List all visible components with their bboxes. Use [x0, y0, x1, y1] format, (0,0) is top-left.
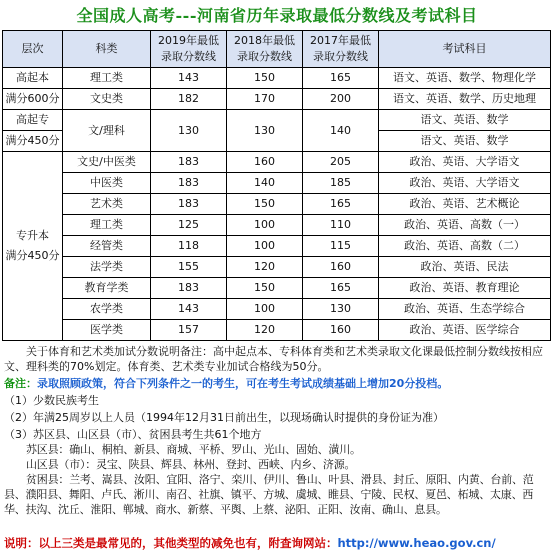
- score-2019: 143: [151, 68, 227, 89]
- score-2019: 182: [151, 89, 227, 110]
- table-header-row: [3, 31, 551, 68]
- score-2017: 140: [303, 110, 379, 152]
- exam-cell: 政治、英语、教育理论: [379, 278, 551, 299]
- level-cell: 满分600分: [3, 89, 63, 110]
- header-2017: 2017年最低 录取分数线: [303, 31, 379, 68]
- score-2017: 130: [303, 299, 379, 320]
- score-2018: 150: [227, 278, 303, 299]
- county-suqu: 苏区县：确山、桐柏、新县、商城、平桥、罗山、光山、固始、潢川。: [26, 443, 361, 456]
- score-2018: 170: [227, 89, 303, 110]
- score-2019: 157: [151, 320, 227, 341]
- note-pe-art: 关于体育和艺术类加试分数说明备注：高中起点本、专科体育类和艺术类录取文化课最低控制分数线按相应文、理科类的70%划定。体育类、艺术类专业加试合格线为50分。: [4, 345, 543, 373]
- level-cell: 专升本 满分450分: [3, 152, 63, 341]
- score-2018: 120: [227, 257, 303, 278]
- table-row: [3, 68, 551, 89]
- level-cell: 满分450分: [3, 131, 63, 152]
- subject-cell: 文史/中医类: [63, 152, 151, 173]
- score-2019: 183: [151, 278, 227, 299]
- subject-cell: 文/理科: [63, 110, 151, 152]
- exam-cell: 政治、英语、高数（二）: [379, 236, 551, 257]
- score-2018: 100: [227, 236, 303, 257]
- bonus-text: 录取照顾政策，符合下列条件之一的考生，可在考生考试成绩基础上增加20分投档。: [37, 377, 449, 390]
- exam-cell: 政治、英语、医学综合: [379, 320, 551, 341]
- page-title: 全国成人高考---河南省历年录取最低分数线及考试科目: [76, 6, 478, 25]
- score-2017: 115: [303, 236, 379, 257]
- county-shanqu: 山区县（市）：灵宝、陕县、辉县、林州、登封、西峡、内乡、济源。: [26, 458, 356, 471]
- score-2017: 165: [303, 68, 379, 89]
- bonus-label: 备注：: [4, 377, 37, 390]
- header-2018: 2018年最低 录取分数线: [227, 31, 303, 68]
- score-2019: 183: [151, 194, 227, 215]
- score-2017: 160: [303, 257, 379, 278]
- exam-cell: 语文、英语、数学: [379, 131, 551, 152]
- score-2017: 160: [303, 320, 379, 341]
- score-2017: 205: [303, 152, 379, 173]
- table-row: [3, 236, 551, 257]
- subject-cell: 教育学类: [63, 278, 151, 299]
- score-2017: 165: [303, 278, 379, 299]
- exam-cell: 语文、英语、数学: [379, 110, 551, 131]
- level-cell: 高起专: [3, 110, 63, 131]
- score-2017: 185: [303, 173, 379, 194]
- exam-cell: 语文、英语、数学、物理化学: [379, 68, 551, 89]
- condition-2: （2）年满25周岁以上人员（1994年12月31日前出生，以现场确认时提供的身份证为准）: [4, 411, 444, 424]
- footer-note: [4, 534, 550, 552]
- table-row: [3, 110, 551, 131]
- subject-cell: 理工类: [63, 68, 151, 89]
- exam-cell: 政治、英语、大学语文: [379, 152, 551, 173]
- header-exam: 考试科目: [379, 31, 551, 68]
- score-2019: 130: [151, 110, 227, 152]
- score-2018: 140: [227, 173, 303, 194]
- table-row: [3, 278, 551, 299]
- score-2018: 150: [227, 68, 303, 89]
- score-2018: 100: [227, 215, 303, 236]
- score-2017: 110: [303, 215, 379, 236]
- subject-cell: 经管类: [63, 236, 151, 257]
- exam-cell: 政治、英语、民法: [379, 257, 551, 278]
- score-2018: 160: [227, 152, 303, 173]
- header-subject: 科类: [63, 31, 151, 68]
- subject-cell: 艺术类: [63, 194, 151, 215]
- exam-cell: 政治、英语、大学语文: [379, 173, 551, 194]
- header-level: 层次: [3, 31, 63, 68]
- table-row: [3, 299, 551, 320]
- table-row: [3, 257, 551, 278]
- subject-cell: 医学类: [63, 320, 151, 341]
- score-2017: 165: [303, 194, 379, 215]
- table-row: [3, 320, 551, 341]
- exam-cell: 政治、英语、艺术概论: [379, 194, 551, 215]
- score-2019: 155: [151, 257, 227, 278]
- table-row: [3, 89, 551, 110]
- subject-cell: 理工类: [63, 215, 151, 236]
- score-2019: 183: [151, 152, 227, 173]
- subject-cell: 文史类: [63, 89, 151, 110]
- score-2019: 183: [151, 173, 227, 194]
- exam-cell: 语文、英语、数学、历史地理: [379, 89, 551, 110]
- exam-cell: 政治、英语、高数（一）: [379, 215, 551, 236]
- table-row: [3, 194, 551, 215]
- score-2019: 118: [151, 236, 227, 257]
- condition-1: （1）少数民族考生: [4, 394, 99, 407]
- subject-cell: 农学类: [63, 299, 151, 320]
- header-2019: 2019年最低 录取分数线: [151, 31, 227, 68]
- exam-cell: 政治、英语、生态学综合: [379, 299, 551, 320]
- table-row: [3, 215, 551, 236]
- table-row: [3, 152, 551, 173]
- subject-cell: 中医类: [63, 173, 151, 194]
- score-2018: 120: [227, 320, 303, 341]
- notes-section: [4, 344, 550, 517]
- table-row: [3, 173, 551, 194]
- bonus-policy: [4, 376, 550, 391]
- subject-cell: 法学类: [63, 257, 151, 278]
- score-2018: 100: [227, 299, 303, 320]
- query-link[interactable]: http://www.heao.gov.cn/: [337, 536, 496, 550]
- level-cell: 高起本: [3, 68, 63, 89]
- score-2019: 125: [151, 215, 227, 236]
- footer-text: 说明：以上三类是最常见的，其他类型的减免也有，附查询网站：: [4, 536, 338, 550]
- score-2018: 130: [227, 110, 303, 152]
- condition-3: （3）苏区县、山区县（市）、贫困县考生共61个地方: [4, 428, 262, 441]
- county-pinkun: 贫困县：兰考、嵩县、汝阳、宜阳、洛宁、栾川、伊川、鲁山、叶县、滑县、封丘、原阳、内黄、台前、范县、濮阳县、舞阳、卢氏、淅川、南召、社旗、镇平、方城、虞城、睢县、宁陵、民权、夏邑、柘城、太康、西华、扶沟、沈丘、淮阳、郸城、商水、新蔡、平舆、上蔡、泌阳、正阳、汝南、确山、息县。: [4, 473, 534, 516]
- score-2017: 200: [303, 89, 379, 110]
- score-2018: 150: [227, 194, 303, 215]
- score-table: [2, 30, 551, 341]
- score-2019: 143: [151, 299, 227, 320]
